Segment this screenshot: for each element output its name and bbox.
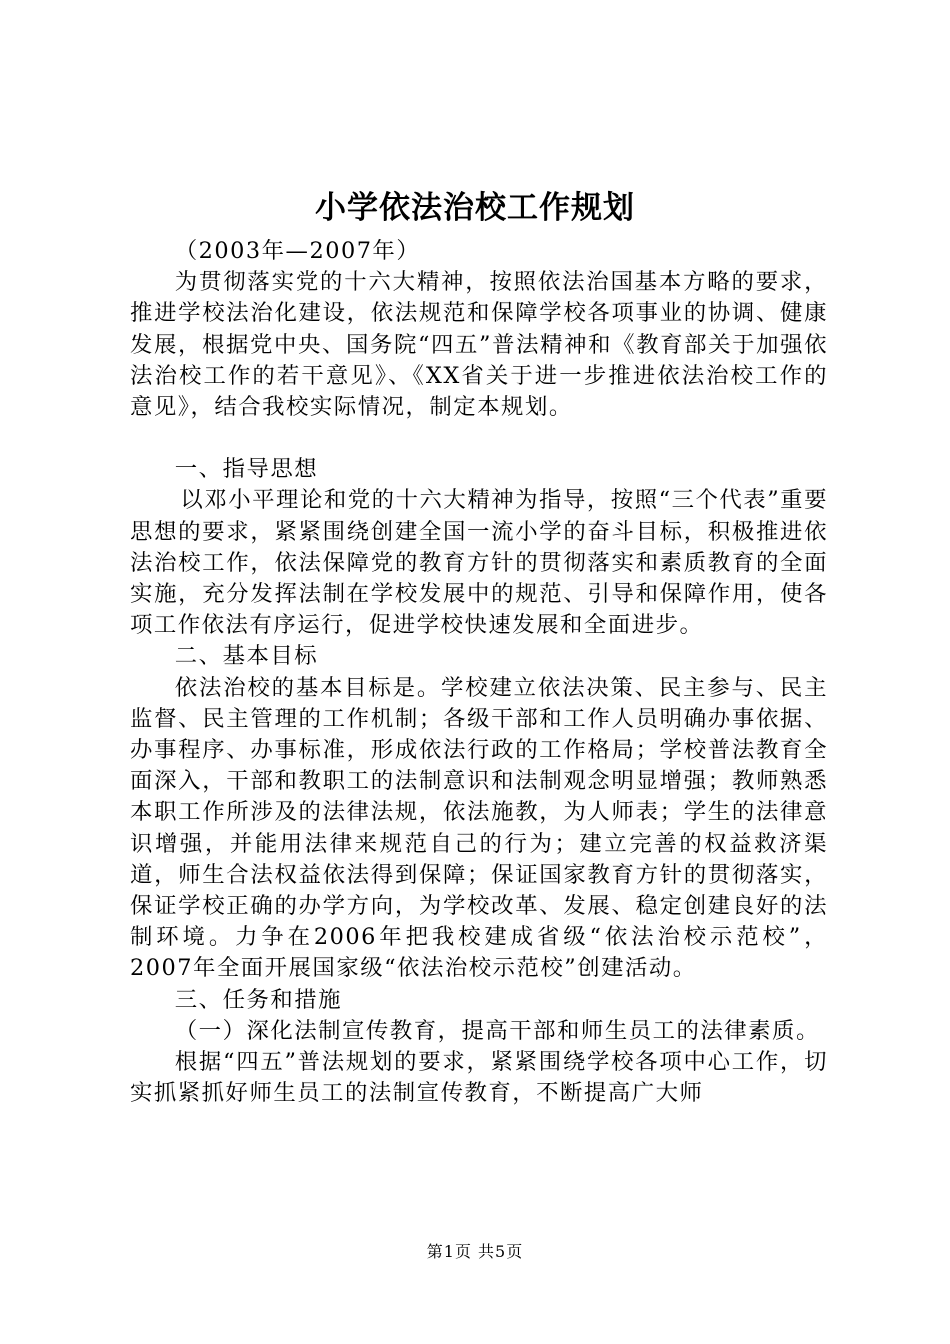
guiding-ideology-paragraph: 以邓小平理论和党的十六大精神为指导，按照“三个代表”重要思想的要求，紧紧围绕创建全国一流小学的奋斗目标，积极推进依法治校工作，依法保障党的教育方针的贯彻落实和素质教育的全面实施，充分发挥法制在学校发展中的规范、引导和保障作用，使各项工作依法有序运行，促进学校快速发展和全面进步。 [130,487,828,639]
basic-goals-paragraph: 依法治校的基本目标是。学校建立依法决策、民主参与、民主监督、民主管理的工作机制；各级干部和工作人员明确办事依据、办事程序、办事标准，形成依法行政的工作格局；学校普法教育全面深入，干部和教职工的法制意识和法制观念明显增强；教师熟悉本职工作所涉及的法律法规，依法施教，为人师表；学生的法律意识增强，并能用法律来规范自己的行为；建立完善的权益救济渠道，师生合法权益依法得到保障；保证国家教育方针的贯彻落实，保证学校正确的办学方向，为学校改革、发展、稳定创建良好的法制环境。力争在2006年把我校建成省级“依法治校示范校”，2007年全面开展国家级“依法治校示范校”创建活动。 [130,674,828,982]
section-heading-basic-goals: 二、基本目标 [174,643,319,670]
intro-paragraph: 为贯彻落实党的十六大精神，按照依法治国基本方略的要求，推进学校法治化建设，依法规范和保障学校各项事业的协调、健康发展，根据党中央、国务院“四五”普法精神和《教育部关于加强依法治校工作的若干意见》、《XX省关于进一步推进依法治校工作的意见》，结合我校实际情况，制定本规划。 [130,269,828,421]
section-heading-guiding-ideology: 一、指导思想 [174,456,319,483]
document-body [130,236,828,1109]
section-heading-tasks-measures: 三、任务和措施 [174,986,343,1013]
legal-education-paragraph: 根据“四五”普法规划的要求，紧紧围绕学校各项中心工作，切实抓紧抓好师生员工的法制宣传教育，不断提高广大师 [130,1049,828,1107]
page-footer: 第1页 共5页 [426,1242,524,1261]
document-title: 小学依法治校工作规划 [315,190,635,226]
subsection-heading-legal-education: （一）深化法制宣传教育，提高干部和师生员工的法律素质。 [174,1017,820,1044]
date-range: （2003年—2007年） [174,238,421,264]
